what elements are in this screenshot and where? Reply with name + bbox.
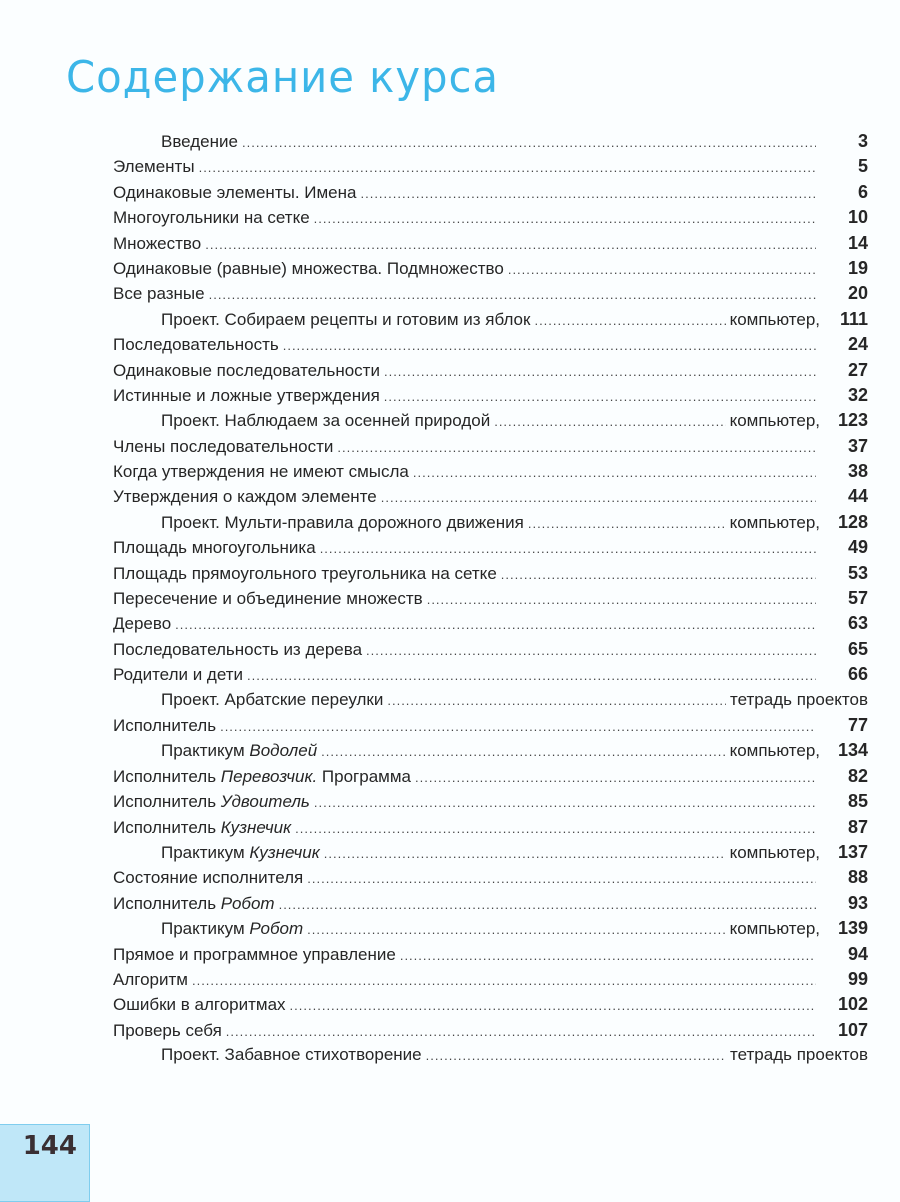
toc-entry-title-part: Родители и дети: [113, 665, 244, 685]
toc-entry-page: 65: [847, 638, 868, 659]
toc-entry-title-part: Истинные и ложные утверждения: [113, 385, 380, 405]
toc-entry-location: тетрадь проектов: [730, 689, 868, 709]
toc-entry: [113, 385, 868, 410]
toc-entry: [113, 1020, 868, 1045]
toc-entry: [113, 461, 868, 486]
toc-entry-title-italic: Кузнечик: [249, 842, 320, 862]
toc-entry-title: [113, 462, 409, 482]
toc-entry-page: 20: [847, 283, 868, 304]
toc-entry-title-italic: Перевозчик.: [220, 766, 318, 786]
toc-entry-title-part: Одинаковые (равные) множества. Подмножество: [113, 258, 504, 278]
toc-entry-page: 44: [847, 486, 868, 507]
toc-entry-page: 87: [847, 816, 868, 837]
toc-entry-title: [113, 157, 195, 177]
dot-leader: [175, 617, 816, 632]
toc-entry-title-part: Ошибки в алгоритмах: [113, 995, 286, 1015]
toc-entry-title: [113, 487, 377, 507]
toc-entry-title-part: Исполнитель: [113, 715, 217, 735]
toc-entry: [113, 334, 868, 359]
dot-leader: [426, 1048, 726, 1063]
toc-entry-title: [113, 995, 286, 1015]
dot-leader: [320, 541, 816, 556]
toc-entry-title-part: Исполнитель: [113, 817, 221, 837]
toc-entry-page: 77: [847, 714, 868, 735]
dot-leader: [226, 1024, 816, 1039]
toc-entry: [113, 131, 868, 156]
toc-entry: [113, 410, 868, 435]
toc-entry-title-part: Исполнитель: [113, 893, 221, 913]
toc-entry: [113, 588, 868, 613]
dot-leader: [205, 237, 816, 252]
toc-entry-page: 38: [847, 461, 868, 482]
toc-entry-title: [161, 690, 383, 710]
toc-entry-title-part: Утверждения о каждом элементе: [113, 487, 377, 507]
toc-entry-title: [113, 665, 243, 685]
toc-entry-title-part: Алгоритм: [113, 969, 188, 989]
toc-entry-title-part: Когда утверждения не имеют смысла: [113, 462, 409, 482]
dot-leader: [307, 922, 725, 937]
dot-leader: [242, 135, 816, 150]
toc-entry-title: [113, 361, 380, 381]
toc-entry-title: [161, 843, 320, 863]
dot-leader: [279, 897, 816, 912]
toc-entry: [113, 817, 868, 842]
toc-entry-title: [113, 589, 423, 609]
toc-entry: [113, 791, 868, 816]
toc-entry-page: 24: [847, 334, 868, 355]
toc-entry-title-part: Состояние исполнителя: [113, 868, 304, 888]
toc-entry-title-italic: Робот: [220, 893, 275, 913]
dot-leader: [314, 795, 816, 810]
toc-entry-title-italic: Удвоитель: [220, 792, 310, 812]
toc-entry-page: 107: [837, 1019, 868, 1040]
toc-entry-page: 85: [847, 791, 868, 812]
toc-entry-title: [113, 437, 333, 457]
toc-entry-page: 10: [847, 207, 868, 228]
toc-entry-title: [113, 208, 310, 228]
toc-entry-title-part: Элементы: [113, 157, 195, 177]
toc-entry-title-part: Практикум: [161, 842, 250, 862]
page-title: Содержание курса: [66, 52, 500, 103]
dot-leader: [384, 389, 816, 404]
dot-leader: [400, 948, 816, 963]
toc-entry-page: 6: [857, 181, 868, 202]
toc-entry-location: компьютер,: [729, 741, 820, 761]
toc-entry-page: 14: [847, 232, 868, 253]
toc-entry: [113, 715, 868, 740]
toc-entry-location: компьютер,: [729, 411, 820, 431]
dot-leader: [209, 287, 816, 302]
toc-entry-page: 94: [847, 943, 868, 964]
toc-entry-title-part: Введение: [161, 132, 238, 151]
toc-entry-page: 3: [857, 131, 868, 151]
toc-entry: [113, 563, 868, 588]
toc-entry-title-part: Члены последовательности: [113, 436, 334, 456]
toc-entry: [113, 867, 868, 892]
toc-entry-page: 128: [837, 511, 868, 532]
toc-entry-title: [113, 183, 356, 203]
toc-entry-location: компьютер,: [729, 309, 820, 329]
toc-entry-page: 63: [847, 613, 868, 634]
toc-entry-page: 88: [847, 867, 868, 888]
toc-entry-location: компьютер,: [729, 512, 820, 532]
dot-leader: [534, 313, 725, 328]
toc-entry-title-part: Практикум: [161, 741, 250, 761]
toc-entry-title: [113, 284, 205, 304]
dot-leader: [384, 364, 816, 379]
toc-entry-page: 102: [837, 994, 868, 1015]
toc-entry-location: тетрадь проектов: [730, 1045, 868, 1065]
dot-leader: [528, 516, 726, 531]
toc-entry-title-part: Все разные: [113, 284, 205, 304]
toc-entry-title-part: Множество: [113, 233, 202, 253]
toc-entry: [113, 842, 868, 867]
toc-entry: [113, 893, 868, 918]
toc-entry-location: компьютер,: [729, 919, 820, 939]
toc-entry-title: [113, 868, 303, 888]
toc-entry-page: 66: [847, 664, 868, 685]
toc-entry-title: [113, 234, 201, 254]
toc-entry-page: 27: [847, 359, 868, 380]
toc-entry-title-part: Дерево: [113, 614, 172, 634]
toc-entry: [113, 994, 868, 1019]
page-number: 144: [22, 1131, 77, 1161]
toc-entry-title-part: Проект. Забавное стихотворение: [161, 1045, 422, 1065]
toc-entry-title-part: Многоугольники на сетке: [113, 208, 310, 228]
toc-entry: [113, 309, 868, 334]
dot-leader: [324, 846, 726, 861]
dot-leader: [494, 414, 725, 429]
dot-leader: [501, 567, 816, 582]
toc-entry-page: 37: [847, 435, 868, 456]
dot-leader: [321, 744, 725, 759]
toc-entry: [113, 233, 868, 258]
toc-entry-location: компьютер,: [729, 842, 820, 862]
toc-entry-title: [113, 767, 411, 787]
toc-entry: [113, 664, 868, 689]
toc-entry-title: [113, 1021, 222, 1041]
toc-entry-title: [113, 614, 171, 634]
dot-leader: [415, 770, 816, 785]
toc-entry-title-part: Площадь прямоугольного треугольника на сетке: [113, 563, 497, 583]
toc-entry-page: 82: [847, 765, 868, 786]
toc-entry-page: 19: [847, 257, 868, 278]
toc-entry-page: 137: [837, 841, 868, 862]
toc-entry-title-part: Программа: [317, 766, 411, 786]
toc-entry-title-italic: Кузнечик: [220, 817, 292, 837]
dot-leader: [314, 211, 816, 226]
dot-leader: [427, 592, 816, 607]
toc-entry: [113, 613, 868, 638]
toc-entry-title-part: Проект. Собираем рецепты и готовим из яблок: [161, 309, 531, 329]
toc-entry: [113, 690, 868, 715]
toc-entry: [113, 283, 868, 308]
toc-entry-title: [161, 411, 490, 431]
toc-entry: [113, 740, 868, 765]
table-of-contents: [113, 131, 868, 1070]
toc-entry-title-part: Площадь многоугольника: [113, 538, 316, 558]
dot-leader: [413, 465, 816, 480]
dot-leader: [508, 262, 816, 277]
toc-entry-title-italic: Робот: [249, 919, 304, 939]
toc-entry-page: 93: [847, 892, 868, 913]
toc-entry-title: [161, 919, 303, 939]
toc-entry-page: 49: [847, 537, 868, 558]
toc-entry-title: [113, 335, 279, 355]
toc-entry-title: [113, 792, 310, 812]
toc-entry-title-part: Исполнитель: [113, 792, 221, 812]
toc-entry-title-part: Исполнитель: [113, 766, 221, 786]
toc-entry-title: [113, 716, 216, 736]
toc-entry-title-part: Одинаковые элементы. Имена: [113, 182, 357, 202]
dot-leader: [387, 693, 726, 708]
toc-entry: [113, 944, 868, 969]
toc-entry: [113, 156, 868, 181]
toc-entry: [113, 436, 868, 461]
toc-entry-title-part: Проект. Мульти-правила дорожного движения: [161, 512, 524, 532]
toc-entry: [113, 969, 868, 994]
dot-leader: [192, 973, 816, 988]
toc-entry: [113, 360, 868, 385]
toc-entry-title: [161, 1045, 422, 1065]
dot-leader: [381, 490, 816, 505]
toc-entry-title: [161, 132, 238, 152]
dot-leader: [247, 668, 816, 683]
toc-entry-title: [161, 310, 530, 330]
toc-entry-page: 139: [837, 918, 868, 939]
toc-entry-title-part: Практикум: [161, 919, 250, 939]
toc-entry: [113, 486, 868, 511]
toc-entry-title: [161, 513, 524, 533]
toc-entry: [113, 639, 868, 664]
toc-entry-page: 57: [847, 588, 868, 609]
toc-entry-title-italic: Водолей: [249, 741, 318, 761]
toc-entry: [113, 258, 868, 283]
toc-entry-page: 123: [837, 410, 868, 431]
dot-leader: [337, 440, 816, 455]
toc-entry-title: [113, 894, 275, 914]
dot-leader: [220, 719, 816, 734]
dot-leader: [290, 998, 816, 1013]
toc-entry: [113, 182, 868, 207]
toc-entry: [113, 512, 868, 537]
toc-entry-title: [113, 970, 188, 990]
toc-entry-title: [161, 741, 317, 761]
toc-entry: [113, 207, 868, 232]
dot-leader: [199, 160, 816, 175]
dot-leader: [307, 871, 816, 886]
toc-entry-title: [113, 945, 396, 965]
dot-leader: [295, 821, 816, 836]
toc-entry-title: [113, 386, 380, 406]
toc-entry-page: 5: [857, 156, 868, 177]
toc-entry-title: [113, 259, 504, 279]
toc-entry-page: 99: [847, 968, 868, 989]
toc-entry-title: [113, 538, 316, 558]
toc-entry-title-part: Проект. Арбатские переулки: [161, 689, 384, 709]
toc-entry-page: 53: [847, 562, 868, 583]
dot-leader: [360, 186, 816, 201]
toc-entry-title-part: Проект. Наблюдаем за осенней природой: [161, 411, 491, 431]
toc-entry-title: [113, 564, 497, 584]
toc-entry-title-part: Проверь себя: [113, 1020, 222, 1040]
toc-entry-title-part: Одинаковые последовательности: [113, 360, 380, 380]
toc-entry-title: [113, 818, 291, 838]
toc-entry-title-part: Прямое и программное управление: [113, 944, 396, 964]
dot-leader: [283, 338, 816, 353]
toc-entry-title-part: Последовательность из дерева: [113, 639, 363, 659]
dot-leader: [366, 643, 816, 658]
toc-entry: [113, 918, 868, 943]
toc-entry-title-part: Последовательность: [113, 335, 279, 355]
toc-entry-page: 111: [839, 308, 868, 329]
toc-entry-page: 32: [847, 384, 868, 405]
toc-entry: [113, 1045, 868, 1070]
toc-entry: [113, 537, 868, 562]
toc-entry-page: 134: [837, 740, 868, 761]
toc-entry-title-part: Пересечение и объединение множеств: [113, 589, 423, 609]
toc-entry-title: [113, 640, 362, 660]
toc-entry: [113, 766, 868, 791]
page-number-box: [0, 1124, 90, 1202]
